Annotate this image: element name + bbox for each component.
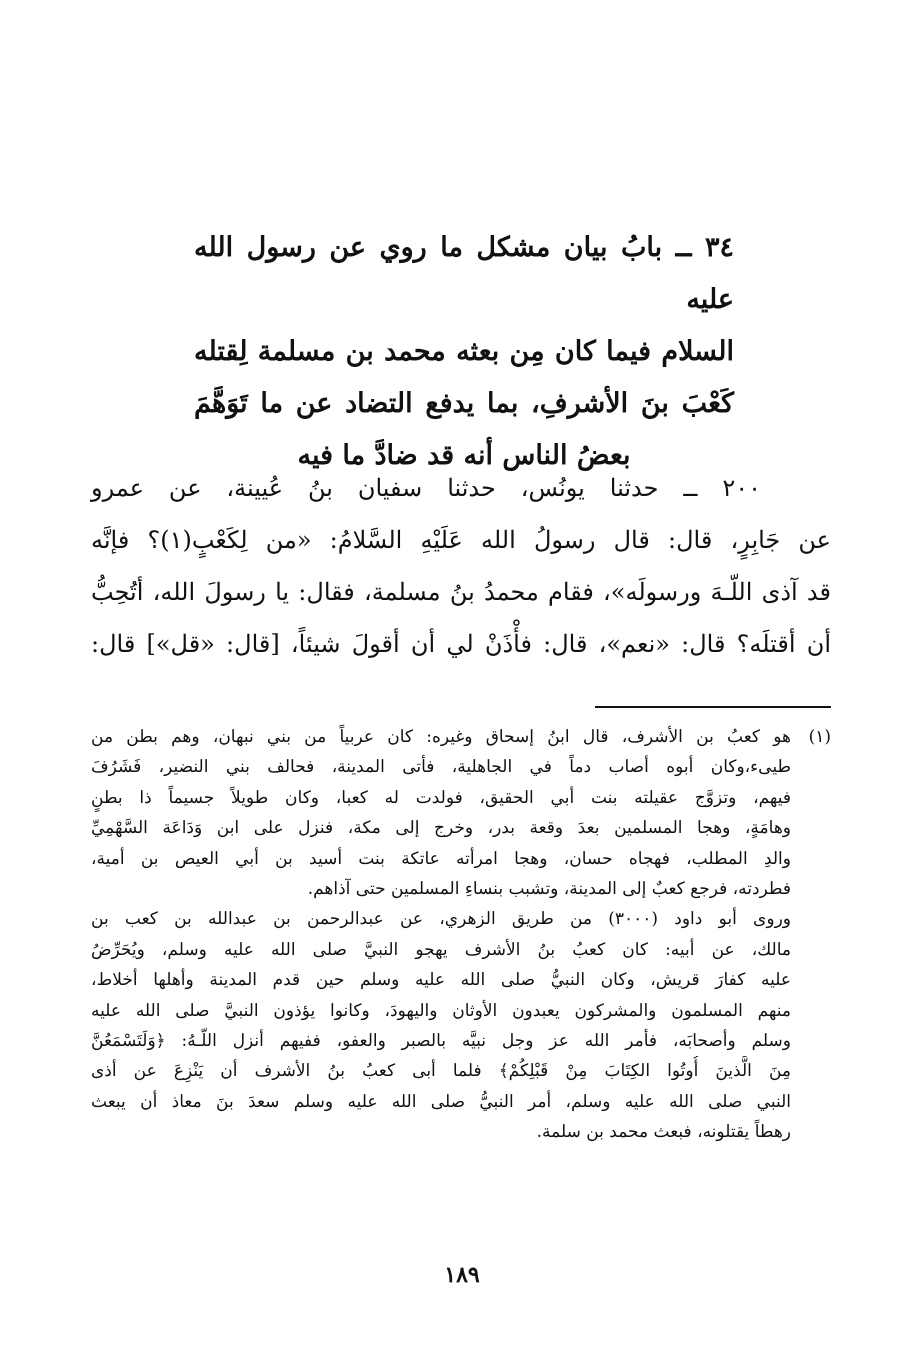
footnote-line: والدِ المطلب، فهجاه حسان، وهجا امرأته عاتكة بنت أسيد بن أبي العيص بن أمية، <box>91 848 791 869</box>
footnote-line: وسلم وأصحابَه، فأمر الله عز وجل نبيَّه بالصبر والعفو، ففيهم أنزل اللّـهُ: ﴿وَلَتَسْمَعُنَّ <box>91 1031 791 1052</box>
footnote-line: عليه كفارَ قريش، وكان النبيُّ صلى الله عليه وسلم حين قدم المدينة وأهلها أخلاط، <box>91 970 791 991</box>
footnote-line: مِنَ الَّذينَ أُوتُوا الكِتَابَ مِنْ قَبْلِكُمْ﴾ فلما أبى كعبُ بنُ الأشرف أن يَنْزِعَ عن أذى <box>91 1061 791 1082</box>
heading-line: كَعْبَ بنَ الأشرفِ، بما يدفع التضاد عن ما تَوَهَّمَ <box>194 388 734 419</box>
footnote-marker: (١) <box>808 727 831 747</box>
footnote-line <box>91 722 831 752</box>
footnote-line: النبي صلى الله عليه وسلم، أمر النبيُّ صلى الله عليه وسلم سعدَ بنَ معاذ أن يبعث <box>91 1091 791 1112</box>
footnotes <box>91 722 831 1148</box>
footnote-line: وهامَةٍ، وهجا المسلمين بعدَ وقعة بدر، وخرج إلى مكة، فنزل على ابن وَدَاعَة السَّهْمِيِّ <box>91 818 791 839</box>
footnote-line: مالك، عن أبيه: كان كعبُ بنُ الأشرف يهجو النبيَّ صلى الله عليه وسلم، ويُحَرِّضُ <box>91 939 791 960</box>
hadith-line: ٢٠٠ ــ حدثنا يونُس، حدثنا سفيان بنُ عُيينة، عن عمرو <box>91 474 761 502</box>
heading-line: ٣٤ ــ بابُ بيان مشكل ما روي عن رسول الله عليه <box>194 232 734 315</box>
footnote-line: منهم المسلمون والمشركون يعبدون الأوثان واليهودَ، وكانوا يؤذون النبيَّ صلى الله عليه <box>91 1000 791 1021</box>
chapter-heading <box>194 222 734 482</box>
footnote-line: وروى أبو داود (٣٠٠٠) من طريق الزهري، عن عبدالرحمن بن عبدالله بن كعب بن <box>91 909 791 930</box>
footnote-line: فيهم، وتزوَّج عقيلته بنت أبي الحقيق، فولدت له كعبا، وكان طويلاً جسيماً ذا بطنٍ <box>91 787 791 808</box>
footnote-line: طيىء،وكان أبوه أصاب دماً في الجاهلية، فأتى المدينة، فحالف بني النضير، فَشَرُفَ <box>91 757 791 778</box>
hadith-line: عن جَابِرٍ، قال: قال رسولُ الله عَلَيْهِ السَّلامُ: «من لِكَعْبٍ(١)؟ فإنَّه <box>91 526 832 554</box>
heading-line: السلام فيما كان مِن بعثه محمد بن مسلمة لِقتله <box>194 336 734 367</box>
page-number: ١٨٩ <box>444 1262 480 1288</box>
footnote-line-text: هو كعبُ بن الأشرف، قال ابنُ إسحاق وغيره: كان عربياً من بني نبهان، وهم بطن من <box>91 727 791 747</box>
footnote-separator <box>595 706 831 708</box>
hadith-text <box>91 462 831 670</box>
hadith-line: قد آذى اللّـهَ ورسولَه»، فقام محمدُ بنُ مسلمة، فقال: يا رسولَ الله، أتُحِبُّ <box>91 578 831 606</box>
footnote-line: فطردته، فرجع كعبٌ إلى المدينة، وتشبب بنساءِ المسلمين حتى آذاهم. <box>307 879 791 900</box>
heading-line: بعضُ الناس أنه قد ضادَّ ما فيه <box>297 440 631 471</box>
hadith-line: أن أقتلَه؟ قال: «نعم»، قال: فأْذَنْ لي أن أقولَ شيئاً، [قال: «قل»] قال: <box>91 630 831 658</box>
footnote-line: رهطاً يقتلونه، فبعث محمد بن سلمة. <box>536 1122 791 1143</box>
